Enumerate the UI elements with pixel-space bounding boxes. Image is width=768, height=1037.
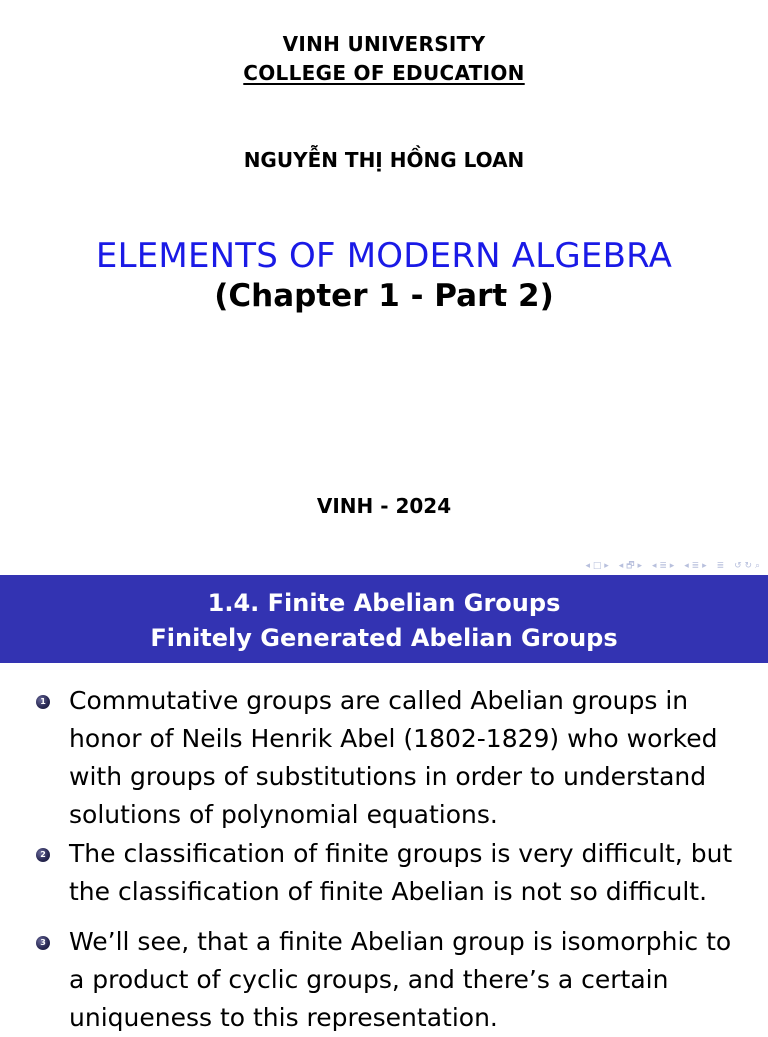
beamer-navigation-bar: [586, 560, 761, 572]
list-item: [0, 682, 768, 834]
numbered-ball-icon: 3: [36, 936, 50, 950]
institution-block: [0, 30, 768, 88]
list-item: [0, 923, 768, 1037]
numbered-ball-icon: 1: [36, 695, 50, 709]
enumerated-list: [0, 682, 768, 1037]
list-item-text: The classification of finite groups is very difficult, but the classification of finite Abelian is not so difficult.: [69, 839, 733, 906]
frame-nav-icon[interactable]: ◂ □ ▸: [585, 561, 609, 571]
subsection-nav-icon[interactable]: ◂ 🗗 ▸: [618, 561, 642, 571]
author-name: NGUYỄN THỊ HỒNG LOAN: [243, 148, 525, 172]
outline-icon[interactable]: ≣: [716, 561, 725, 571]
university-name: VINH UNIVERSITY: [282, 32, 486, 56]
list-item: [0, 835, 768, 911]
presentation-title: ELEMENTS OF MODERN ALGEBRA: [95, 236, 673, 276]
presentation-subtitle: (Chapter 1 - Part 2): [214, 278, 554, 314]
document-nav-icon[interactable]: ◂ ≣ ▸: [684, 561, 707, 571]
frame-title-line1: 1.4. Finite Abelian Groups: [207, 589, 561, 617]
college-name: COLLEGE OF EDUCATION: [243, 61, 525, 85]
numbered-ball-icon: 2: [36, 848, 50, 862]
search-back-forward-icon[interactable]: ↺ ↻ ⌕: [734, 561, 760, 571]
place-year: VINH - 2024: [316, 494, 452, 518]
list-item-text: Commutative groups are called Abelian groups in honor of Neils Henrik Abel (1802-1829) who worked with groups of substitutions in order to understand solutions of polynomial equations.: [69, 686, 718, 829]
list-item-text: We’ll see, that a finite Abelian group is isomorphic to a product of cyclic groups, and there’s a certain uniqueness to this representation.: [69, 927, 732, 1032]
frame-title-bar: [0, 575, 768, 663]
section-nav-icon[interactable]: ◂ ≣ ▸: [651, 561, 675, 571]
frame-title-line2: Finitely Generated Abelian Groups: [150, 624, 618, 652]
